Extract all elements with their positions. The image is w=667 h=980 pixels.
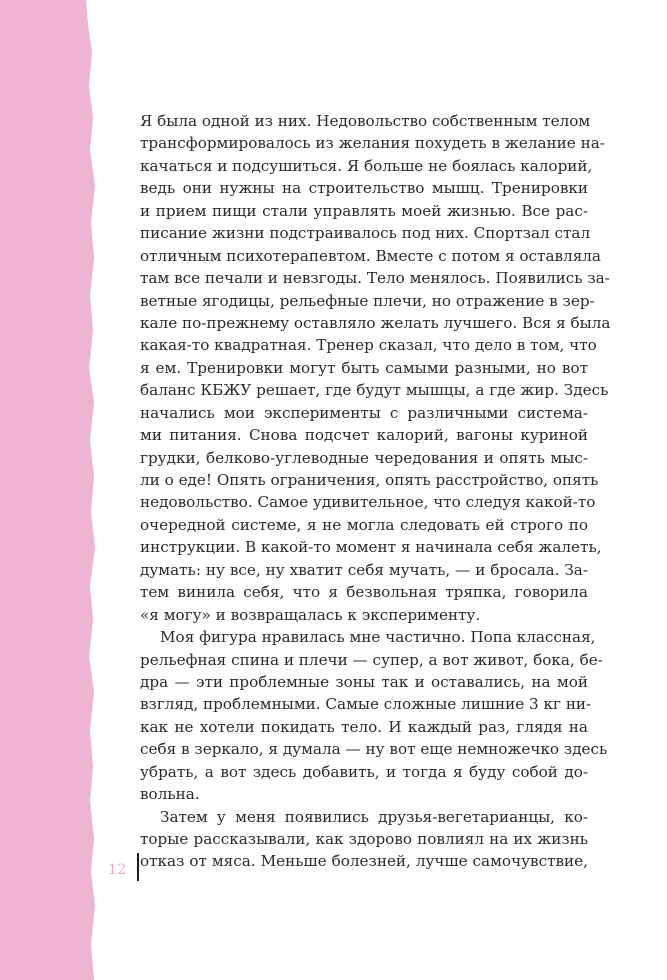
text-line: ветные ягодицы, рельефные плечи, но отражение в зер-	[140, 291, 595, 310]
text-line: Я была одной из них. Недовольство собственным телом	[140, 112, 591, 130]
text-line: писание жизни подстраивалось под них. Спортзал стал	[140, 224, 591, 243]
text-line: качаться и подсушиться. Я больше не боялась калорий,	[140, 156, 593, 175]
text-line: «я могу» и возвращалась к эксперименту.	[140, 605, 481, 624]
text-line: вольна.	[140, 785, 200, 804]
page-number: 12	[108, 862, 127, 878]
text-line: ми питания. Снова подсчет калорий, вагоны куриной	[140, 426, 588, 445]
text-line: взгляд, проблемными. Самые сложные лишние 3 кг ни-	[140, 695, 592, 714]
text-line: я ем. Тренировки могут быть самыми разными, но вот	[140, 358, 588, 377]
text-line: думать: ну все, ну хватит себя мучать, — и бросала. За-	[140, 560, 588, 579]
text-line: тем винила себя, что я безвольная тряпка, говорила	[140, 583, 588, 602]
text-line: там все печали и невзгоды. Тело менялось. Появились за-	[140, 269, 610, 288]
text-line: рельефная спина и плечи — супер, а вот живот, бока, бе-	[140, 650, 603, 669]
text-line: отличным психотерапевтом. Вместе с потом я оставляла	[140, 246, 601, 265]
text-line: баланс КБЖУ решает, где будут мышцы, а где жир. Здесь	[140, 381, 609, 400]
text-line: торые рассказывали, как здорово повлиял на их жизнь	[140, 830, 588, 848]
text-line: инструкции. В какой-то момент я начинала себя жалеть,	[140, 538, 602, 557]
text-line: Затем у меня появились друзья-вегетарианцы, ко-	[160, 807, 588, 826]
text-line: какая-то квадратная. Тренер сказал, что дело в том, что	[140, 336, 597, 355]
text-line: дра — эти проблемные зоны так и оставались, на мой	[140, 672, 588, 691]
text-line: грудки, белково-углеводные чередования и опять мыс-	[140, 448, 588, 467]
text-line: ли о еде! Опять ограничения, опять расстройство, опять	[140, 471, 599, 489]
page-number-divider	[137, 853, 139, 881]
text-line: и прием пищи стали управлять моей жизнью. Все рас-	[140, 201, 588, 220]
text-line: себя в зеркало, я думала — ну вот еще немножечко здесь	[140, 740, 608, 759]
text-line: трансформировалось из желания похудеть в желание на-	[140, 134, 605, 153]
text-line: кале по-прежнему оставляло желать лучшего. Вся я была	[140, 313, 611, 332]
text-line: отказ от мяса. Меньше болезней, лучше самочувствие,	[140, 852, 588, 871]
text-line: ведь они нужны на строительство мышц. Тренировки	[140, 179, 588, 198]
body-text	[140, 110, 611, 873]
text-line: начались мои эксперименты с различными системa-	[140, 403, 588, 422]
text-line: Моя фигура нравилась мне частично. Попа классная,	[160, 628, 596, 647]
text-line: очередной системе, я не могла следовать ей строго по	[140, 515, 588, 534]
text-line: убрать, а вот здесь добавить, и тогда я буду собой до-	[140, 762, 588, 781]
text-line: как не хотели покидать тело. И каждый раз, глядя на	[140, 717, 588, 736]
text-line: недовольство. Самое удивительное, что следуя какой-то	[140, 493, 596, 512]
